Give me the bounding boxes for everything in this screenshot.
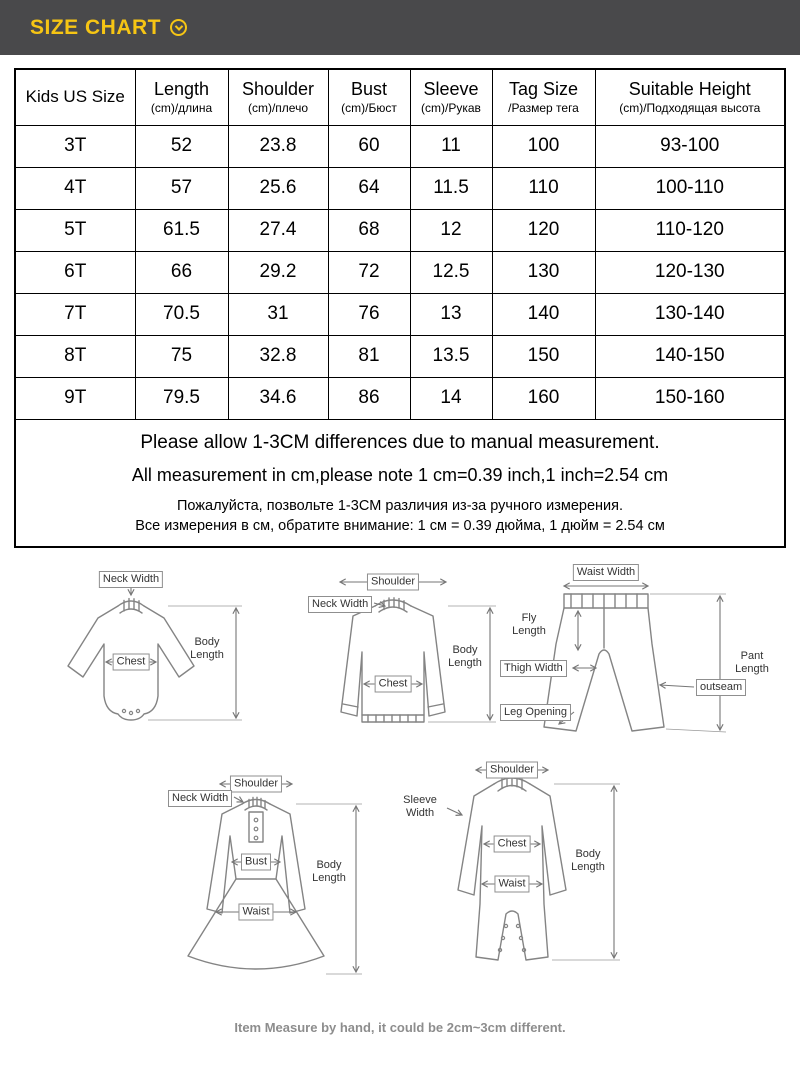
measure-label: Body Length	[312, 858, 346, 884]
note-line: Пожалуйста, позвольте 1-3CM различия из-за ручного измерения.	[176, 497, 624, 514]
size-cell: 34.6	[228, 377, 328, 419]
measure-label: Neck Width	[308, 596, 372, 613]
measure-label: Thigh Width	[500, 660, 567, 677]
notes	[15, 419, 785, 547]
measure-label: Waist Width	[573, 564, 639, 581]
size-cell: 120	[492, 209, 595, 251]
size-cell: 3T	[15, 125, 135, 167]
size-cell: 76	[328, 293, 410, 335]
measure-label: Bust	[241, 853, 271, 870]
size-chart-title: SIZE CHART	[30, 15, 161, 39]
size-cell: 11	[410, 125, 492, 167]
col-sleeve	[410, 69, 492, 125]
size-cell: 6T	[15, 251, 135, 293]
col-bust	[328, 69, 410, 125]
note-line: Please allow 1-3CM differences due to manual measurement.	[140, 431, 660, 453]
size-cell: 9T	[15, 377, 135, 419]
size-cell: 72	[328, 251, 410, 293]
chevron-down-icon[interactable]	[170, 19, 187, 36]
note-line: All measurement in cm,please note 1 cm=0.39 inch,1 inch=2.54 cm	[131, 464, 669, 485]
col-length	[135, 69, 228, 125]
size-row	[15, 125, 785, 167]
size-cell: 64	[328, 167, 410, 209]
size-cell: 11.5	[410, 167, 492, 209]
measure-label: Sleeve Width	[403, 793, 437, 819]
size-row	[15, 335, 785, 377]
size-cell: 32.8	[228, 335, 328, 377]
size-cell: 100	[492, 125, 595, 167]
size-cell: 150	[492, 335, 595, 377]
measure-label: Shoulder	[367, 573, 419, 590]
size-cell: 23.8	[228, 125, 328, 167]
size-cell: 70.5	[135, 293, 228, 335]
size-cell: 60	[328, 125, 410, 167]
size-cell: 13	[410, 293, 492, 335]
column-sublabel: (cm)/длина	[150, 101, 213, 116]
size-cell: 79.5	[135, 377, 228, 419]
col-kids-us-size	[15, 69, 135, 125]
column-label: Suitable Height	[628, 79, 751, 100]
measure-label: Neck Width	[99, 571, 163, 588]
size-cell: 31	[228, 293, 328, 335]
size-cell: 52	[135, 125, 228, 167]
col-suitable-height	[595, 69, 785, 125]
sweater-diagram	[288, 572, 498, 742]
size-cell: 100-110	[595, 167, 785, 209]
measure-label: Fly Length	[512, 611, 546, 637]
size-cell: 4T	[15, 167, 135, 209]
col-tag-size	[492, 69, 595, 125]
column-label: Tag Size	[508, 79, 579, 100]
size-cell: 150-160	[595, 377, 785, 419]
column-sublabel: (cm)/Рукав	[421, 101, 481, 116]
column-label: Length	[153, 79, 210, 100]
size-cell: 7T	[15, 293, 135, 335]
size-cell: 61.5	[135, 209, 228, 251]
size-cell: 12	[410, 209, 492, 251]
size-chart-header	[0, 0, 800, 55]
note-line: Все измерения в см, обратите внимание: 1 см = 0.39 дюйма, 1 дюйм = 2.54 см	[135, 517, 665, 534]
size-cell: 140	[492, 293, 595, 335]
column-sublabel: (cm)/плечо	[247, 101, 309, 116]
pants-diagram	[500, 564, 780, 754]
size-cell: 130	[492, 251, 595, 293]
measure-label: Neck Width	[168, 790, 232, 807]
measure-label: Body Length	[571, 847, 605, 873]
size-cell: 57	[135, 167, 228, 209]
dress-diagram	[146, 764, 371, 999]
size-cell: 140-150	[595, 335, 785, 377]
measure-label: Shoulder	[486, 761, 538, 778]
size-cell: 81	[328, 335, 410, 377]
size-cell: 160	[492, 377, 595, 419]
size-row	[15, 167, 785, 209]
size-cell: 66	[135, 251, 228, 293]
size-cell: 68	[328, 209, 410, 251]
size-cell: 120-130	[595, 251, 785, 293]
size-cell: 110-120	[595, 209, 785, 251]
romper-drawing	[392, 752, 662, 997]
column-label: Kids US Size	[25, 87, 125, 107]
col-shoulder	[228, 69, 328, 125]
measure-label: Body Length	[448, 643, 482, 669]
measurement-diagrams	[0, 556, 800, 1014]
size-row	[15, 251, 785, 293]
size-cell: 8T	[15, 335, 135, 377]
column-sublabel: (cm)/Подходящая высота	[619, 101, 761, 116]
measure-label: Shoulder	[230, 775, 282, 792]
measure-label: Body Length	[190, 635, 224, 661]
size-cell: 27.4	[228, 209, 328, 251]
size-row	[15, 209, 785, 251]
measure-label: outseam	[696, 679, 746, 696]
measure-label: Chest	[375, 675, 412, 692]
size-row	[15, 293, 785, 335]
size-row	[15, 377, 785, 419]
bodysuit-diagram	[26, 570, 246, 745]
size-cell: 5T	[15, 209, 135, 251]
measure-label: Waist	[494, 875, 529, 892]
size-cell: 130-140	[595, 293, 785, 335]
column-sublabel: /Размер тега	[508, 101, 579, 116]
size-cell: 29.2	[228, 251, 328, 293]
size-cell: 14	[410, 377, 492, 419]
table-header-row	[15, 69, 785, 125]
chevron-glyph	[174, 22, 182, 30]
measure-label: Leg Opening	[500, 704, 571, 721]
size-cell: 13.5	[410, 335, 492, 377]
measure-label: Chest	[113, 653, 150, 670]
column-sublabel: (cm)/Бюст	[341, 101, 397, 116]
column-label: Sleeve	[423, 79, 479, 100]
measure-label: Pant Length	[735, 649, 769, 675]
measure-caption: Item Measure by hand, it could be 2cm~3cm different.	[234, 1019, 566, 1035]
size-cell: 110	[492, 167, 595, 209]
size-cell: 93-100	[595, 125, 785, 167]
measure-label: Chest	[494, 835, 531, 852]
romper-diagram	[392, 752, 662, 997]
size-cell: 75	[135, 335, 228, 377]
size-cell: 86	[328, 377, 410, 419]
column-label: Shoulder	[241, 79, 315, 100]
size-cell: 12.5	[410, 251, 492, 293]
column-label: Bust	[350, 79, 388, 100]
measure-label: Waist	[238, 903, 273, 920]
size-table	[14, 68, 786, 548]
size-cell: 25.6	[228, 167, 328, 209]
notes-row	[15, 419, 785, 547]
